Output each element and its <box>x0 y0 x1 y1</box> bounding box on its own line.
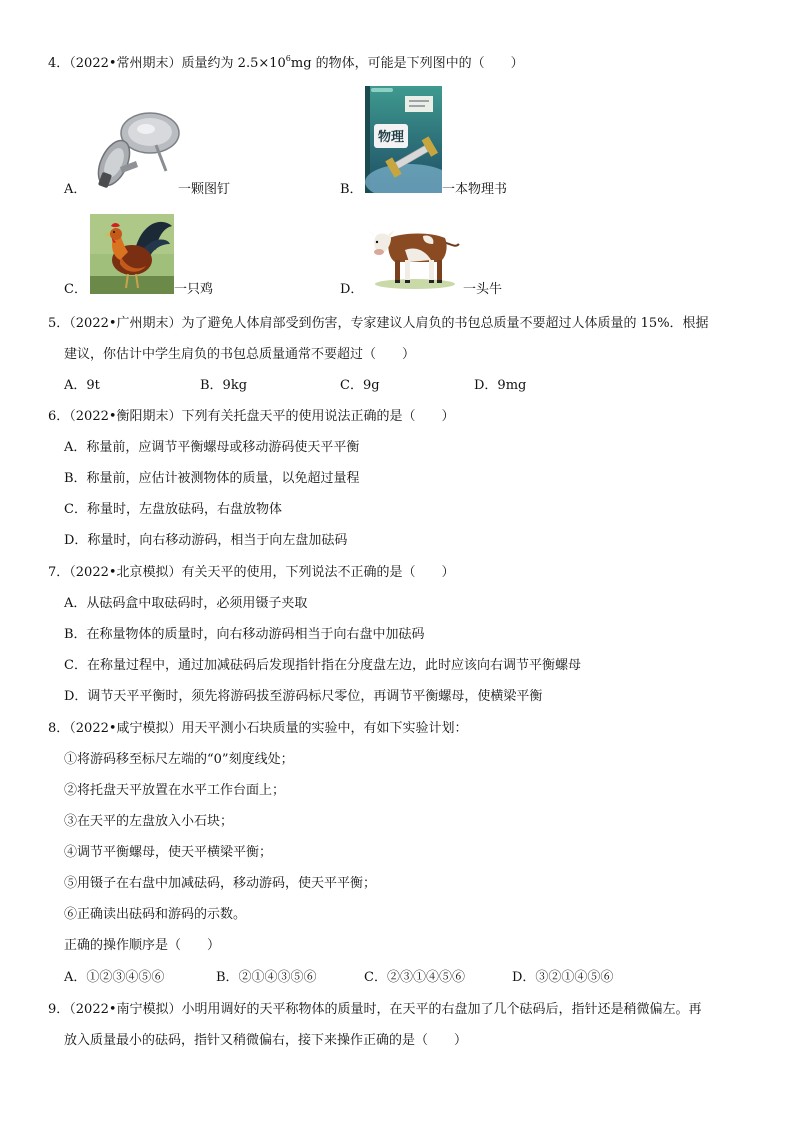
q6-option-b: B．称量前，应估计被测物体的质量，以免超过量程 <box>64 471 360 486</box>
q4-option-a-caption: 一颗图钉 <box>178 182 231 197</box>
q4-option-a-letter: A． <box>64 182 87 197</box>
rooster-image <box>90 214 174 294</box>
q6-option-a: A．称量前，应调节平衡螺母或移动游码使天平平衡 <box>64 440 360 455</box>
book-cover-title: 物理 <box>377 130 405 145</box>
q9-stem-line2: 放入质量最小的砝码，指针又稍微偏右，接下来操作正确的是（ ） <box>64 1033 468 1048</box>
q8-prompt: 正确的操作顺序是（ ） <box>64 938 221 953</box>
q7-option-a: A．从砝码盒中取砝码时，必须用镊子夹取 <box>64 596 308 611</box>
q8-option-b: B．②①④③⑤⑥ <box>216 970 317 985</box>
q7-option-b: B．在称量物体的质量时，向右移动游码相当于向右盘中加砝码 <box>64 627 425 642</box>
q8-step-1: ①将游码移至标尺左端的“0”刻度线处； <box>64 752 294 767</box>
q8-option-a: A．①②③④⑤⑥ <box>64 970 165 985</box>
q8-stem: 8．（2022•咸宁模拟）用天平测小石块质量的实验中，有如下实验计划： <box>48 721 468 736</box>
q4-stem <box>48 54 524 74</box>
q4-option-c-caption: 一只鸡 <box>174 282 214 297</box>
q4-stem-text-b: mg 的物体，可能是下列图中的（ ） <box>290 56 524 71</box>
thumbtack-image <box>90 105 182 195</box>
q8-step-4: ④调节平衡螺母，使天平横梁平衡； <box>64 845 273 860</box>
q4-number: 4． <box>48 56 70 71</box>
q7-option-c: C．在称量过程中，通过加减砝码后发现指针指在分度盘左边，此时应该向右调节平衡螺母 <box>64 658 581 673</box>
q6-option-d: D．称量时，向右移动游码，相当于向左盘加砝码 <box>64 533 348 548</box>
q4-source: （2022•常州期末） <box>69 56 182 71</box>
q8-step-5: ⑤用镊子在右盘中加减砝码，移动游码，使天平平衡； <box>64 876 377 891</box>
q5-option-d: D．9mg <box>474 378 527 393</box>
q8-step-6: ⑥正确读出砝码和游码的示数。 <box>64 907 247 922</box>
q4-exponent: 6 <box>285 54 291 63</box>
q7-stem: 7．（2022•北京模拟）有关天平的使用，下列说法不正确的是（ ） <box>48 565 455 580</box>
q8-step-2: ②将托盘天平放置在水平工作台面上； <box>64 783 286 798</box>
q8-step-3: ③在天平的左盘放入小石块； <box>64 814 234 829</box>
cow-image <box>365 220 463 292</box>
q4-option-d-caption: 一头牛 <box>463 282 503 297</box>
q5-option-a: A．9t <box>64 378 100 393</box>
physics-book-image <box>365 86 442 193</box>
q9-stem-line1: 9．（2022•南宁模拟）小明用调好的天平称物体的质量时，在天平的右盘加了几个砝码后，指针还是稍微偏左。再 <box>48 1002 702 1017</box>
q5-option-c: C．9g <box>340 378 380 393</box>
q4-option-c-letter: C． <box>64 282 87 297</box>
q6-stem: 6．（2022•衡阳期末）下列有关托盘天平的使用说法正确的是（ ） <box>48 409 455 424</box>
q8-option-c: C．②③①④⑤⑥ <box>364 970 465 985</box>
q6-option-c: C．称量时，左盘放砝码，右盘放物体 <box>64 502 282 517</box>
q8-option-d: D．③②①④⑤⑥ <box>512 970 614 985</box>
q4-option-b-caption: 一本物理书 <box>442 182 508 197</box>
q5-stem-line1: 5．（2022•广州期末）为了避免人体肩部受到伤害，专家建议人肩负的书包总质量不要超过人体质量的 15%．根据 <box>48 316 709 331</box>
q4-option-d-letter: D． <box>340 282 364 297</box>
q5-option-b: B．9kg <box>200 378 248 393</box>
q7-option-d: D．调节天平平衡时，须先将游码拔至游码标尺零位，再调节平衡螺母，使横梁平衡 <box>64 689 543 704</box>
q4-option-b-letter: B． <box>340 182 363 197</box>
q4-stem-text-a: 质量约为 2.5×10 <box>181 56 286 71</box>
q5-stem-line2: 建议，你估计中学生肩负的书包总质量通常不要超过（ ） <box>64 347 416 362</box>
